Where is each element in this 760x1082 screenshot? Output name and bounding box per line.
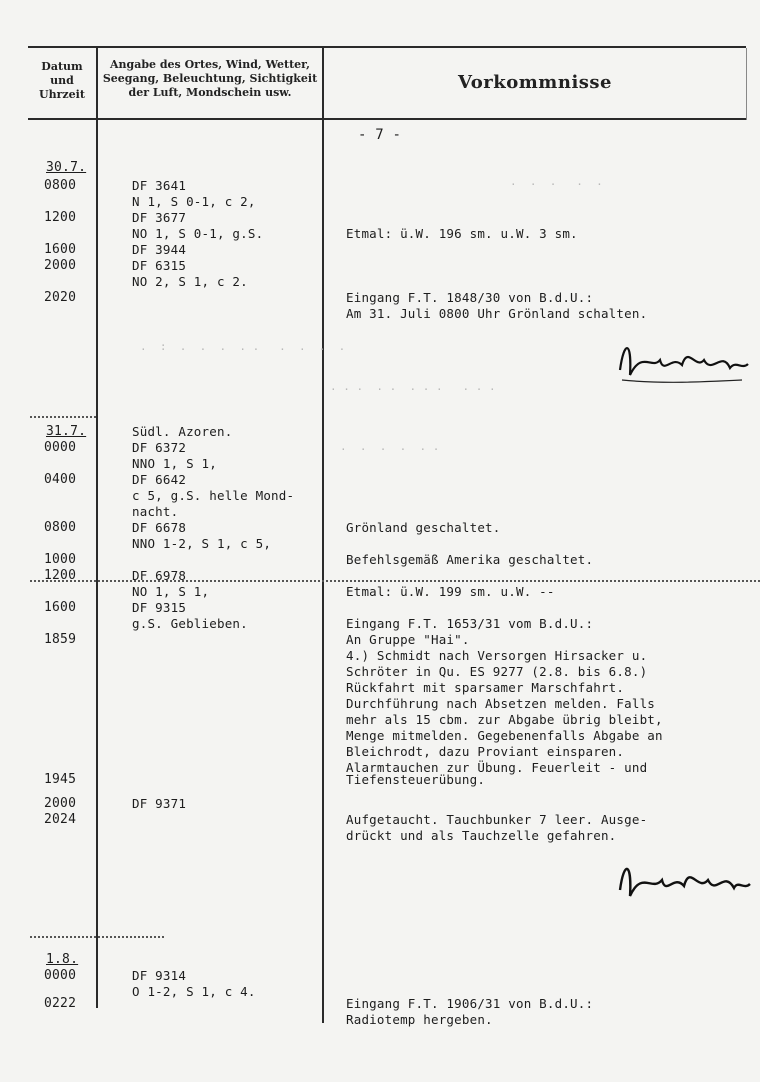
log-event: Etmal: ü.W. 199 sm. u.W. -- [346, 584, 555, 599]
log-time: 1000 [44, 552, 77, 567]
log-position: O 1-2, S 1, c 4. [132, 984, 256, 999]
log-time: 2000 [44, 258, 77, 273]
bleed-through-text: . . . . . [510, 175, 603, 188]
page-number: - 7 - [358, 127, 402, 143]
log-date: 31.7. [46, 424, 87, 439]
log-event: Am 31. Juli 0800 Uhr Grönland schalten. [346, 306, 648, 321]
log-position: NO 1, S 0-1, g.S. [132, 226, 264, 241]
log-event: Radiotemp hergeben. [346, 1012, 493, 1027]
log-time: 1945 [44, 772, 77, 787]
log-event: Schröter in Qu. ES 9277 (2.8. bis 6.8.) [346, 664, 648, 679]
section-divider [30, 416, 96, 418]
log-time: 1200 [44, 568, 77, 583]
log-position: DF 6372 [132, 440, 187, 455]
log-time: 0800 [44, 178, 77, 193]
header-datum: Datum und Uhrzeit [39, 60, 85, 101]
header-location: Angabe des Ortes, Wind, Wetter, Seegang, Beleuchtung, Sichtigkeit der Luft, Mondschein usw. [102, 58, 318, 99]
log-position: NO 1, S 1, [132, 584, 210, 599]
log-event: Befehlsgemäß Amerika geschaltet. [346, 552, 594, 567]
bleed-through-text: . . . . . . [340, 440, 440, 453]
log-time: 0000 [44, 968, 77, 983]
log-event: An Gruppe "Hai". [346, 632, 470, 647]
log-event: 4.) Schmidt nach Versorgen Hirsacker u. [346, 648, 648, 663]
log-event: Eingang F.T. 1848/30 von B.d.U.: [346, 290, 594, 305]
log-position: DF 6315 [132, 258, 187, 273]
log-event: drückt und als Tauchzelle gefahren. [346, 828, 617, 843]
log-event: Menge mitmelden. Gegebenenfalls Abgabe an [346, 728, 663, 743]
log-position: NNO 1-2, S 1, c 5, [132, 536, 272, 551]
log-position: DF 6678 [132, 520, 187, 535]
log-time: 0000 [44, 440, 77, 455]
log-position: g.S. Geblieben. [132, 616, 248, 631]
log-time: 0400 [44, 472, 77, 487]
log-position: N 1, S 0-1, c 2, [132, 194, 256, 209]
log-event: Eingang F.T. 1906/31 von B.d.U.: [346, 996, 594, 1011]
log-event: Alarmtauchen zur Übung. Feuerleit - und [346, 760, 648, 775]
log-time: 2000 [44, 796, 77, 811]
signature-mark [612, 330, 752, 390]
log-event: Bleichrodt, dazu Proviant einsparen. [346, 744, 625, 759]
log-position: NNO 1, S 1, [132, 456, 217, 471]
log-time: 0222 [44, 996, 77, 1011]
log-time: 1200 [44, 210, 77, 225]
log-event: Grönland geschaltet. [346, 520, 501, 535]
log-position: c 5, g.S. helle Mond- [132, 488, 295, 503]
column-divider-1 [96, 48, 98, 1008]
log-position: nacht. [132, 504, 179, 519]
log-event: Eingang F.T. 1653/31 vom B.d.U.: [346, 616, 594, 631]
signature-mark [612, 850, 752, 910]
log-position: DF 3944 [132, 242, 187, 257]
log-date: 30.7. [46, 160, 87, 175]
log-event: mehr als 15 cbm. zur Abgabe übrig bleibt, [346, 712, 663, 727]
log-position: DF 3641 [132, 178, 187, 193]
header-bottom-rule [28, 118, 746, 120]
log-event: Aufgetaucht. Tauchbunker 7 leer. Ausge- [346, 812, 648, 827]
right-page-edge [746, 48, 747, 120]
log-event: Durchführung nach Absetzen melden. Falls [346, 696, 656, 711]
bleed-through-text: . : . . . . . . . . . [140, 340, 346, 353]
log-position: DF 9315 [132, 600, 187, 615]
header-events: Vorkommnisse [457, 72, 613, 93]
column-divider-2 [322, 48, 324, 1023]
log-position: DF 3677 [132, 210, 187, 225]
log-time: 1600 [44, 242, 77, 257]
log-position: NO 2, S 1, c 2. [132, 274, 248, 289]
log-time: 1859 [44, 632, 77, 647]
log-position: DF 9314 [132, 968, 187, 983]
log-event: Etmal: ü.W. 196 sm. u.W. 3 sm. [346, 226, 578, 241]
log-position: DF 6642 [132, 472, 187, 487]
log-position: Südl. Azoren. [132, 424, 233, 439]
log-event: Rückfahrt mit sparsamer Marschfahrt. [346, 680, 625, 695]
log-time: 2020 [44, 290, 77, 305]
log-time: 2024 [44, 812, 77, 827]
log-date: 1.8. [46, 952, 79, 967]
log-position: DF 6978 [132, 568, 187, 583]
header-top-rule [28, 46, 746, 48]
log-event: Tiefensteuerübung. [346, 772, 486, 787]
bleed-through-text: . . . . . . . . . . . [330, 380, 496, 393]
log-time: 0800 [44, 520, 77, 535]
section-divider [30, 936, 164, 938]
log-position: DF 9371 [132, 796, 187, 811]
log-time: 1600 [44, 600, 77, 615]
